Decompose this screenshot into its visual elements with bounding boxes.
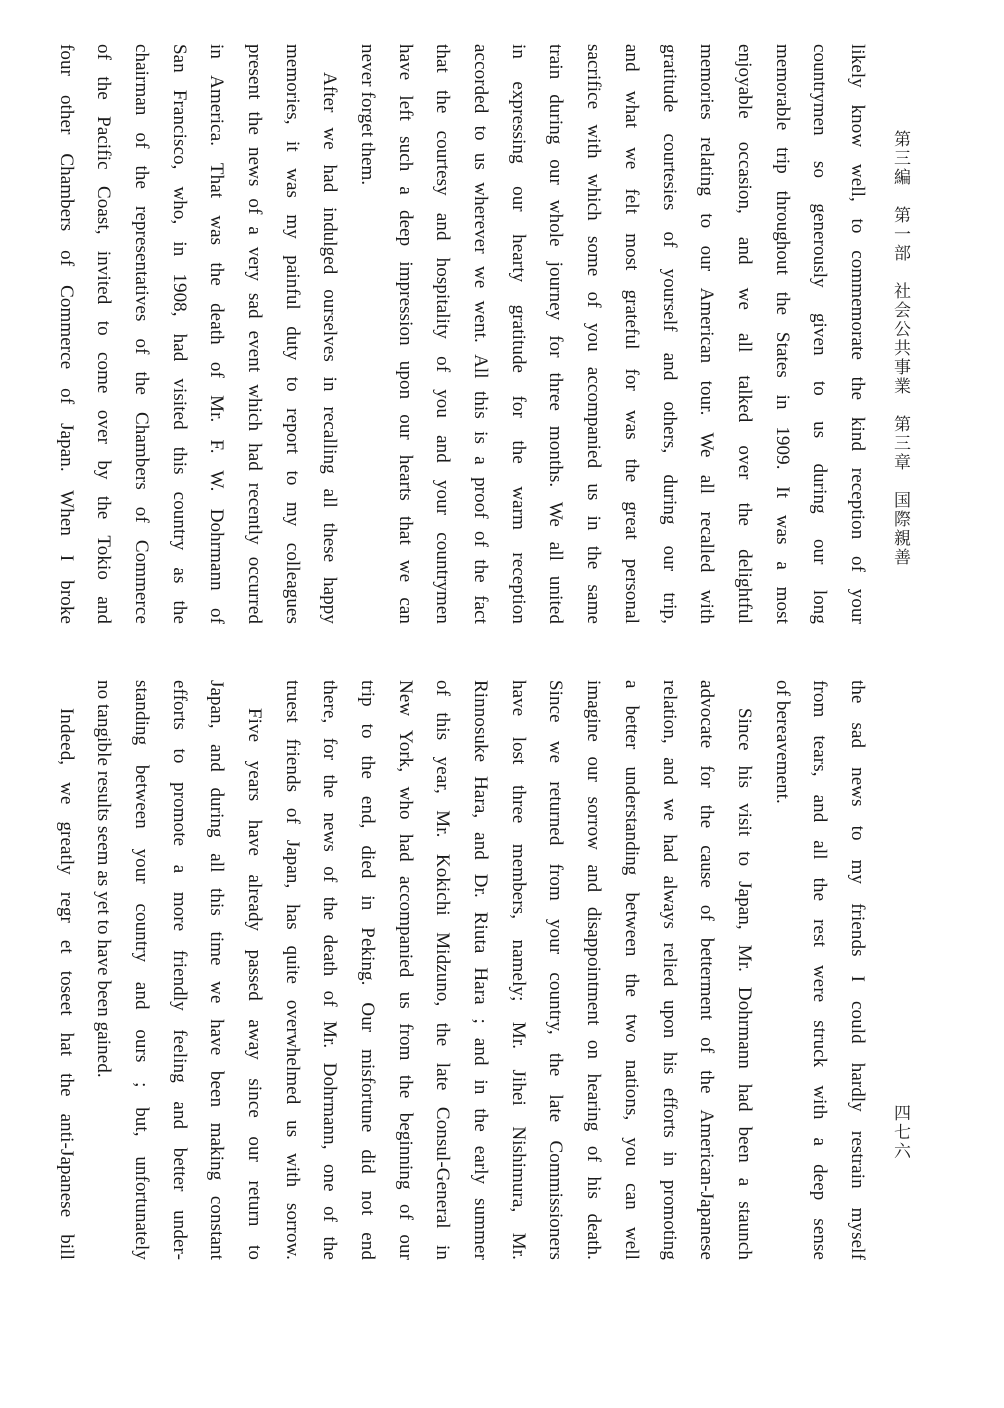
- text-line: trip to the end, died in Peking. Our misfortune did not end: [357, 680, 379, 1260]
- text-line: the sad news to my friends I could hardly restrain myself: [847, 680, 868, 1260]
- text-line: Japan, and during all this time we have been making constant: [206, 680, 228, 1260]
- page-number: 四七六: [890, 1104, 910, 1161]
- text-line: gratitude courtesies of yourself and others, during our trip,: [658, 44, 680, 624]
- text-line: countrymen so generously given to us during our long: [809, 44, 831, 624]
- text-line: have lost three members, namely; Mr. Jihei Nishimura, Mr.: [507, 680, 529, 1260]
- text-line: train during our whole journey for three months. We all united: [545, 44, 567, 624]
- text-line: in expressing our hearty gratitude for the warm reception: [507, 44, 529, 624]
- text-line: in America. That was the death of Mr. F. W. Dohrmann of: [206, 44, 228, 624]
- text-line: there, for the news of the death of Mr. Dohrmann, one of the: [319, 680, 341, 1260]
- text-line: that the courtesy and hospitality of you and your countrymen: [432, 44, 454, 624]
- text-line: Since his visit to Japan, Mr. Dohrmann had been a staunch: [733, 708, 755, 1260]
- text-line: chairman of the representatives of the Chambers of Commerce: [130, 44, 152, 624]
- text-line: memorable trip throughout the States in 1909. It was a most: [771, 44, 793, 624]
- text-line: Indeed, we greatly regr et toseet hat the anti-Japanese bill: [55, 708, 77, 1260]
- text-line: imagine our sorrow and disappointment on hearing of his death.: [583, 680, 605, 1260]
- text-line: New York, who had accompanied us from the beginning of our: [394, 680, 416, 1260]
- text-line: never forget them.: [357, 44, 379, 186]
- text-line: San Francisco, who, in 1908, had visited this country as the: [168, 44, 190, 624]
- text-line: Since we returned from your country, the late Commissioners: [545, 680, 567, 1260]
- text-line: memories relating to our American tour. We all recalled with: [696, 44, 718, 624]
- text-line: accorded to us wherever we went. All this is a proof of the fact: [470, 44, 492, 624]
- text-line: After we had indulged ourselves in recalling all these happy: [319, 72, 341, 624]
- text-line: four other Chambers of Commerce of Japan. When I broke: [55, 44, 77, 624]
- text-line: of the Pacific Coast, invited to come over by the Tokio and: [93, 44, 115, 624]
- text-line: memories, it was my painful duty to report to my colleagues: [281, 44, 303, 624]
- text-line: advocate for the cause of betterment of the American-Japanese: [696, 680, 718, 1260]
- text-line: a better understanding between the two nations, you can well: [620, 680, 642, 1260]
- text-line: sacrifice with which some of you accompanied us in the same: [583, 44, 605, 624]
- text-line: have left such a deep impression upon our hearts that we can: [394, 44, 416, 624]
- running-header: 第三編 第一部 社会公共事業 第三章 国際親善: [890, 130, 910, 567]
- text-line: Five years have already passed away since our return to: [244, 708, 265, 1260]
- text-line: and what we felt most grateful for was the great personal: [620, 44, 642, 624]
- text-line: Rinnosuke Hara, and Dr. Riuta Hara ; and in the early summer: [470, 680, 492, 1260]
- text-line: of this year, Mr. Kokichi Midzuno, the late Consul-General in: [432, 680, 454, 1260]
- text-line: of bereavement.: [771, 680, 793, 804]
- text-line: likely know well, to commemorate the kind reception of your: [847, 44, 868, 624]
- text-line: relation, and we had always relied upon his efforts in promoting: [658, 680, 680, 1260]
- text-line: present the news of a very sad event which had recently occurred: [244, 44, 265, 624]
- text-line: truest friends of Japan, has quite overwhelmed us with sorrow.: [281, 680, 303, 1260]
- text-line: efforts to promote a more friendly feeling and better under-: [168, 680, 190, 1260]
- text-line: enjoyable occasion, and we all talked over the delightful: [733, 44, 755, 624]
- text-line: no tangible results seem as yet to have been gained.: [93, 680, 115, 1078]
- text-line: standing between your country and ours ; but, unfortunately: [130, 680, 152, 1260]
- text-line: from tears, and all the rest were struck with a deep sense: [809, 680, 831, 1260]
